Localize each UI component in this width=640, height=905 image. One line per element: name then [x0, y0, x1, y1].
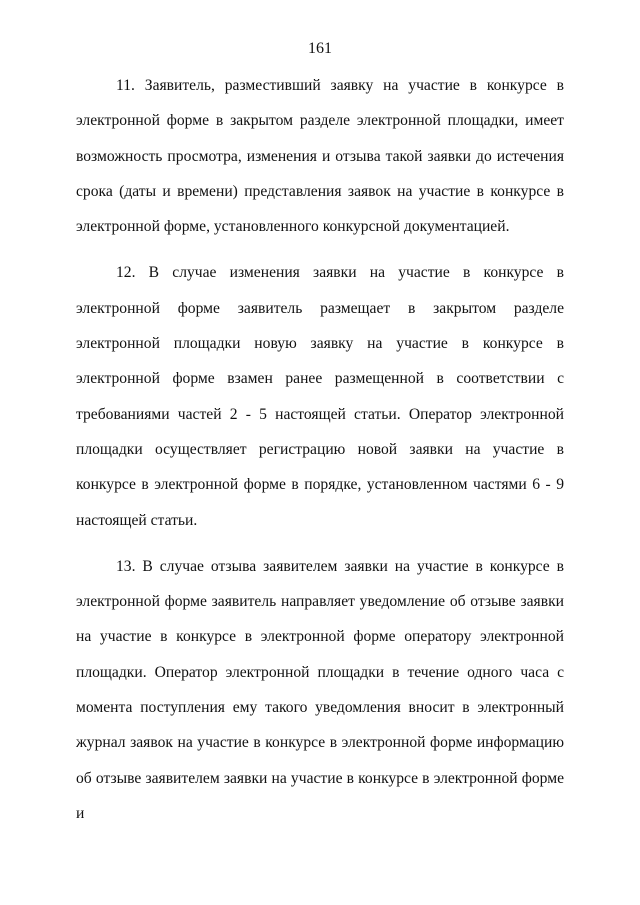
paragraph-13: 13. В случае отзыва заявителем заявки на участие в конкурсе в электронной форме заявитель направляет уведомление об отзыве заявки на участие в конкурсе в электронной форме оператору электронной площадки. Оператор электронной площадки в течение одного часа с момента поступления ему такого уведомления вносит в электронный журнал заявок на участие в конкурсе в электронной форме информацию об отзыве заявителем заявки на участие в конкурсе в электронной форме и	[76, 557, 564, 822]
document-body	[76, 68, 564, 842]
page-number: 161	[308, 40, 332, 57]
paragraph-11: 11. Заявитель, разместивший заявку на участие в конкурсе в электронной форме в закрытом разделе электронной площадки, имеет возможность просмотра, изменения и отзыва такой заявки до истечения срока (даты и времени) представления заявок на участие в конкурсе в электронной форме, установленного конкурсной документацией.	[76, 77, 564, 236]
paragraph-12: 12. В случае изменения заявки на участие в конкурсе в электронной форме заявитель размещает в закрытом разделе электронной площадки новую заявку на участие в конкурсе в электронной форме взамен ранее размещенной в соответствии с требованиями частей 2 - 5 настоящей статьи. Оператор электронной площадки осуществляет регистрацию новой заявки на участие в конкурсе в электронной форме в порядке, установленном частями 6 - 9 настоящей статьи.	[76, 264, 564, 529]
